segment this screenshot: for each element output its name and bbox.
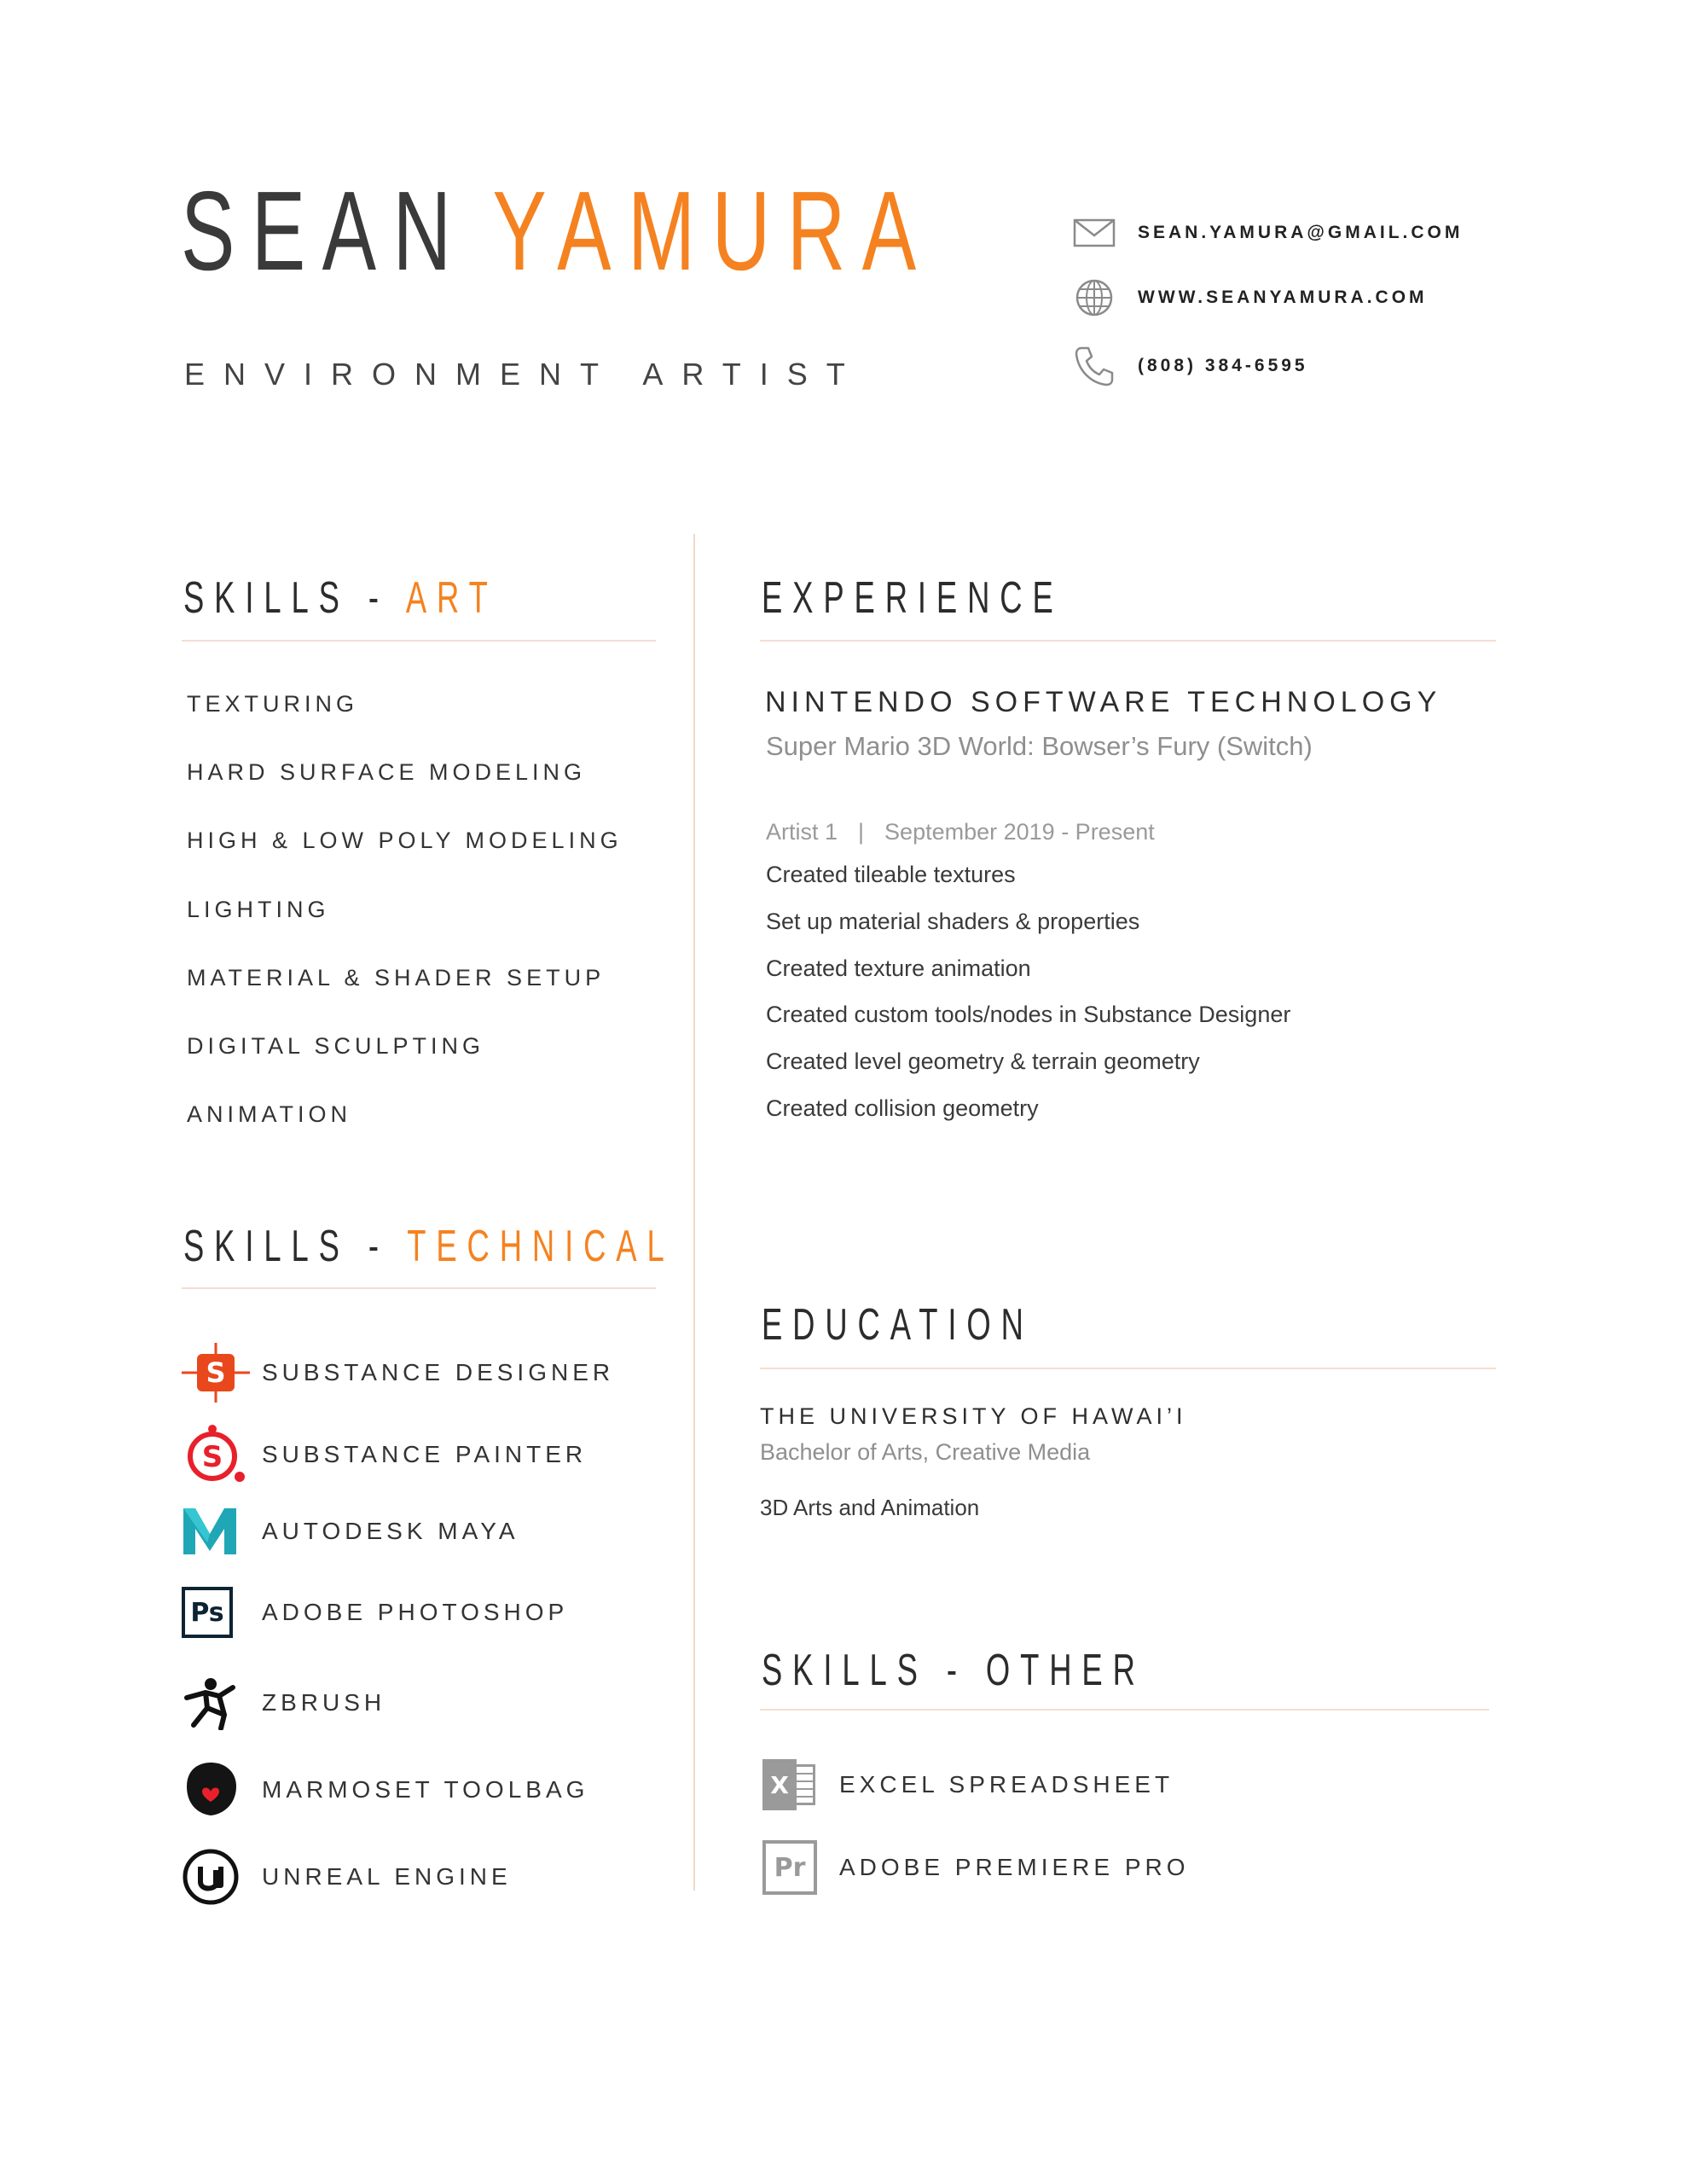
experience-divider — [760, 640, 1496, 642]
other-skill-excel — [759, 1754, 1288, 1815]
project-title: Super Mario 3D World: Bowser’s Fury (Switch) — [766, 731, 1313, 761]
last-name: YAMURA — [492, 168, 933, 293]
skills-technical-divider — [182, 1287, 656, 1289]
svg-text:S: S — [206, 1356, 226, 1389]
maya-icon — [182, 1499, 255, 1564]
substance-painter-icon — [182, 1422, 255, 1487]
tech-skill-label: ZBRUSH — [262, 1689, 386, 1716]
tech-skill-label: SUBSTANCE PAINTER — [262, 1441, 588, 1467]
company-name: NINTENDO SOFTWARE TECHNOLOGY — [765, 686, 1442, 718]
website-text: WWW.SEANYAMURA.COM — [1138, 288, 1428, 307]
tech-skill-zbrush — [182, 1670, 659, 1735]
job-duty: Created collision geometry — [766, 1095, 1039, 1121]
tech-skill-label: MARMOSET TOOLBAG — [262, 1776, 589, 1803]
job-duty: Created texture animation — [766, 956, 1031, 981]
degree: Bachelor of Arts, Creative Media — [760, 1439, 1091, 1465]
art-skill-item: ANIMATION — [187, 1101, 351, 1127]
contact-website[interactable] — [1071, 276, 1515, 319]
skills-art-divider — [182, 640, 656, 642]
skills-other-heading: SKILLS - OTHER — [762, 1646, 1145, 1695]
first-name: SEAN — [181, 168, 468, 293]
tech-skill-substance-painter — [182, 1422, 659, 1487]
contact-email[interactable] — [1071, 212, 1515, 254]
experience-heading: EXPERIENCE — [762, 573, 1064, 623]
education-heading: EDUCATION — [762, 1300, 1034, 1350]
job-duty: Created custom tools/nodes in Substance Designer — [766, 1002, 1291, 1027]
email-text: SEAN.YAMURA@GMAIL.COM — [1138, 223, 1464, 242]
art-skill-item: TEXTURING — [187, 691, 359, 717]
job-separator: | — [858, 819, 865, 845]
envelope-icon — [1071, 212, 1117, 254]
unreal-icon — [182, 1844, 255, 1909]
tech-skill-label: ADOBE PHOTOSHOP — [262, 1599, 569, 1625]
excel-icon: X — [759, 1754, 820, 1815]
tech-skill-label: AUTODESK MAYA — [262, 1518, 519, 1544]
art-skill-item: DIGITAL SCULPTING — [187, 1033, 485, 1059]
tech-skill-unreal-engine — [182, 1844, 659, 1909]
tech-skill-label: UNREAL ENGINE — [262, 1863, 512, 1890]
art-skill-item: MATERIAL & SHADER SETUP — [187, 965, 606, 990]
job-duty: Created tileable textures — [766, 862, 1016, 887]
job-role: Artist 1 — [766, 819, 838, 845]
contact-phone[interactable] — [1071, 345, 1515, 387]
marmoset-icon — [182, 1757, 255, 1822]
skills-other-divider — [760, 1709, 1489, 1711]
skills-art-heading: SKILLS - ART — [183, 573, 498, 623]
job-duty: Created level geometry & terrain geometry — [766, 1048, 1200, 1074]
premiere-icon: Pr — [759, 1837, 820, 1898]
zbrush-icon — [182, 1670, 255, 1735]
tech-skill-autodesk-maya — [182, 1499, 659, 1564]
globe-icon — [1071, 276, 1117, 319]
tech-skill-label: SUBSTANCE DESIGNER — [262, 1359, 615, 1385]
skills-technical-heading: SKILLS - TECHNICAL — [183, 1222, 675, 1271]
art-skill-item: HIGH & LOW POLY MODELING — [187, 828, 623, 853]
phone-text: (808) 384-6595 — [1138, 356, 1308, 375]
job-role-dates — [766, 819, 1155, 845]
job-dates: September 2019 - Present — [884, 819, 1155, 845]
job-title: ENVIRONMENT ARTIST — [184, 357, 864, 392]
substance-designer-icon — [182, 1340, 255, 1405]
school-name: THE UNIVERSITY OF HAWAI’I — [760, 1403, 1187, 1429]
phone-icon — [1071, 345, 1117, 387]
art-skill-item: HARD SURFACE MODELING — [187, 759, 587, 785]
other-skill-label: EXCEL SPREADSHEET — [839, 1771, 1174, 1798]
tech-skill-marmoset-toolbag — [182, 1757, 659, 1822]
full-name — [181, 168, 933, 293]
job-duty: Set up material shaders & properties — [766, 909, 1140, 934]
column-divider — [693, 534, 695, 1891]
degree-focus: 3D Arts and Animation — [760, 1495, 980, 1520]
other-skill-label: ADOBE PREMIERE PRO — [839, 1854, 1190, 1880]
svg-text:S: S — [201, 1440, 223, 1474]
education-divider — [760, 1368, 1496, 1369]
tech-skill-adobe-photoshop — [182, 1580, 659, 1645]
tech-skill-substance-designer — [182, 1340, 659, 1405]
photoshop-icon: Ps — [182, 1580, 255, 1645]
other-skill-premiere — [759, 1837, 1288, 1898]
art-skill-item: LIGHTING — [187, 897, 330, 922]
